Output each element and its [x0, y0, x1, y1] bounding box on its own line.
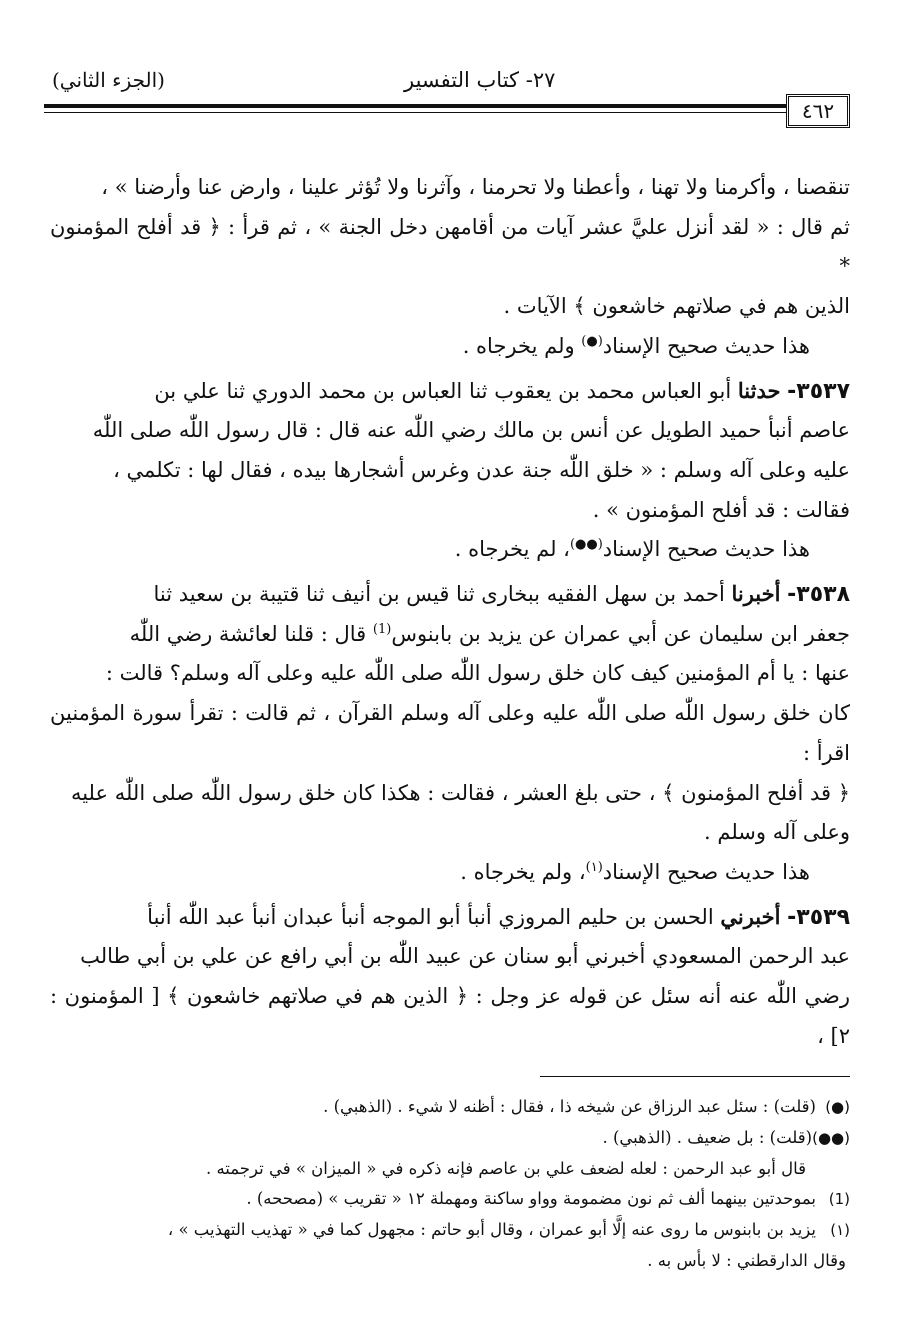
footnote-continuation: وقال الدارقطني : لا بأس به . [647, 1250, 846, 1270]
hadith-text: أحمد بن سهل الفقيه ببخارى ثنا قيس بن أنيف ثنا قتيبة بن سعيد ثنا [153, 582, 732, 607]
text-line: عنها : يا أم المؤمنين كيف كان خلق رسول اللّٰه صلى اللّٰه عليه وعلى آله وسلم؟ قالت : [105, 661, 850, 686]
grade-line [50, 327, 850, 367]
text-line: تنقصنا ، وأكرمنا ولا تهنا ، وأعطنا ولا تحرمنا ، وآثرنا ولا تُؤثر علينا ، وارض عنا وأرضنا » ، [101, 175, 850, 199]
footnote-text: (قلت) : بل ضعيف . (الذهبي) . [602, 1127, 813, 1147]
footnote [50, 1123, 850, 1154]
grade-tail: ، ولم يخرجاه . [460, 859, 586, 884]
grade-text: هذا حديث صحيح الإسناد [602, 537, 810, 562]
hadith-number: ٣٥٣٨- [787, 582, 850, 608]
text-line: عاصم أنبأ حميد الطويل عن أنس بن مالك رضي اللّٰه عنه قال : قال رسول اللّٰه صلى اللّٰه [92, 418, 850, 443]
header-rule-thick [44, 104, 786, 108]
text-line: عليه وعلى آله وسلم : « خلق اللّٰه جنة عدن وغرس أشجارها بيده ، فقال لها : تكلمي ، [113, 457, 850, 482]
main-text [50, 168, 850, 1056]
footnote [50, 1215, 850, 1246]
hadith-3539-line [50, 897, 850, 938]
text-line: ثم قال : « لقد أنزل عليَّ عشر آيات من أقامهن دخل الجنة » ، ثم قرأ : ﴿ قد أفلح المؤمنون * [50, 214, 850, 279]
footnote-separator [540, 1076, 850, 1077]
footnote-text: يزيد بن بابنوس ما روى عنه إلَّا أبو عمران ، وقال أبو حاتم : مجهول كما في « تهذيب التهذيب » ، [167, 1220, 816, 1240]
grade-line [50, 530, 850, 570]
text-line: وعلى آله وسلم . [704, 820, 850, 845]
hadith-3538-line [50, 574, 850, 615]
hadith-text: الحسن بن حليم المروزي أنبأ أبو الموجه أنبأ عبدان أنبأ عبد اللّٰه أنبأ [147, 904, 721, 929]
volume-label: (الجزء الثاني) [52, 68, 165, 92]
footnotes [50, 1092, 850, 1277]
text-line: رضي اللّٰه عنه أنه سئل عن قوله عز وجل : ﴿ الذين هم في صلاتهم خاشعون ﴾ [ المؤمنون : ٢] ، [50, 984, 850, 1048]
footnote-ref: (●) [581, 333, 603, 349]
text-segment: قال : قلنا لعائشة رضي اللّٰه [129, 621, 373, 646]
footnote-text: بموحدتين بينهما ألف ثم نون مضمومة وواو ساكنة ومهملة ١٢ « تقريب » (مصححه) . [246, 1189, 816, 1209]
footnote-marker: (1) [828, 1190, 850, 1209]
footnote-marker: (١) [830, 1221, 850, 1240]
book-title: ٢٧- كتاب التفسير [404, 68, 556, 92]
hadith-keyword: حدثنا [737, 377, 781, 403]
footnote-ref: (1) [372, 621, 392, 637]
hadith-number: ٣٥٣٩- [787, 904, 850, 930]
footnote [50, 1092, 850, 1123]
hadith-keyword: أخبرنا [731, 581, 781, 607]
grade-line [50, 853, 850, 893]
page-number: ٤٦٢ [786, 94, 850, 128]
text-line: كان خلق رسول اللّٰه صلى اللّٰه عليه وعلى آله وسلم القرآن ، ثم قالت : تقرأ سورة المؤمنين اقرأ : [50, 701, 850, 765]
grade-tail: ، لم يخرجاه . [454, 537, 570, 562]
hadith-keyword: أخبرني [720, 903, 781, 929]
grade-text: هذا حديث صحيح الإسناد [602, 859, 810, 884]
footnote-text: (قلت) : سئل عبد الرزاق عن شيخه ذا ، فقال : أظنه لا شيء . (الذهبي) . [323, 1097, 816, 1116]
running-header [44, 62, 850, 102]
footnote-marker: (●) [825, 1098, 850, 1116]
text-segment: جعفر ابن سليمان عن أبي عمران عن يزيد بن بابنوس [391, 621, 850, 646]
text-line: الذين هم في صلاتهم خاشعون ﴾ الآيات . [503, 294, 850, 319]
footnote-ref: (١) [585, 859, 603, 875]
grade-tail: ولم يخرجاه . [462, 333, 582, 358]
text-line [50, 615, 850, 655]
hadith-3537-line [50, 371, 850, 412]
footnote-note: قال أبو عبد الرحمن : لعله لضعف علي بن عاصم فإنه ذكره في « الميزان » في ترجمته . [205, 1158, 806, 1178]
header-rule-thin [44, 112, 786, 113]
text-line: ﴿ قد أفلح المؤمنون ﴾ ، حتى بلغ العشر ، فقالت : هكذا كان خلق رسول اللّٰه صلى اللّٰه عليه [70, 780, 850, 805]
hadith-number: ٣٥٣٧- [787, 378, 850, 404]
text-line: عبد الرحمن المسعودي أخبرني أبو سنان عن عبيد اللّٰه بن أبي رافع عن علي بن أبي طالب [80, 944, 850, 969]
text-line: فقالت : قد أفلح المؤمنون » . [592, 497, 850, 522]
footnote-ref: (●●) [569, 537, 603, 553]
grade-text: هذا حديث صحيح الإسناد [602, 333, 810, 358]
footnote [50, 1184, 850, 1215]
footnote-marker: (●●) [812, 1128, 850, 1147]
hadith-text: أبو العباس محمد بن يعقوب ثنا العباس بن محمد الدوري ثنا علي بن [154, 378, 738, 403]
